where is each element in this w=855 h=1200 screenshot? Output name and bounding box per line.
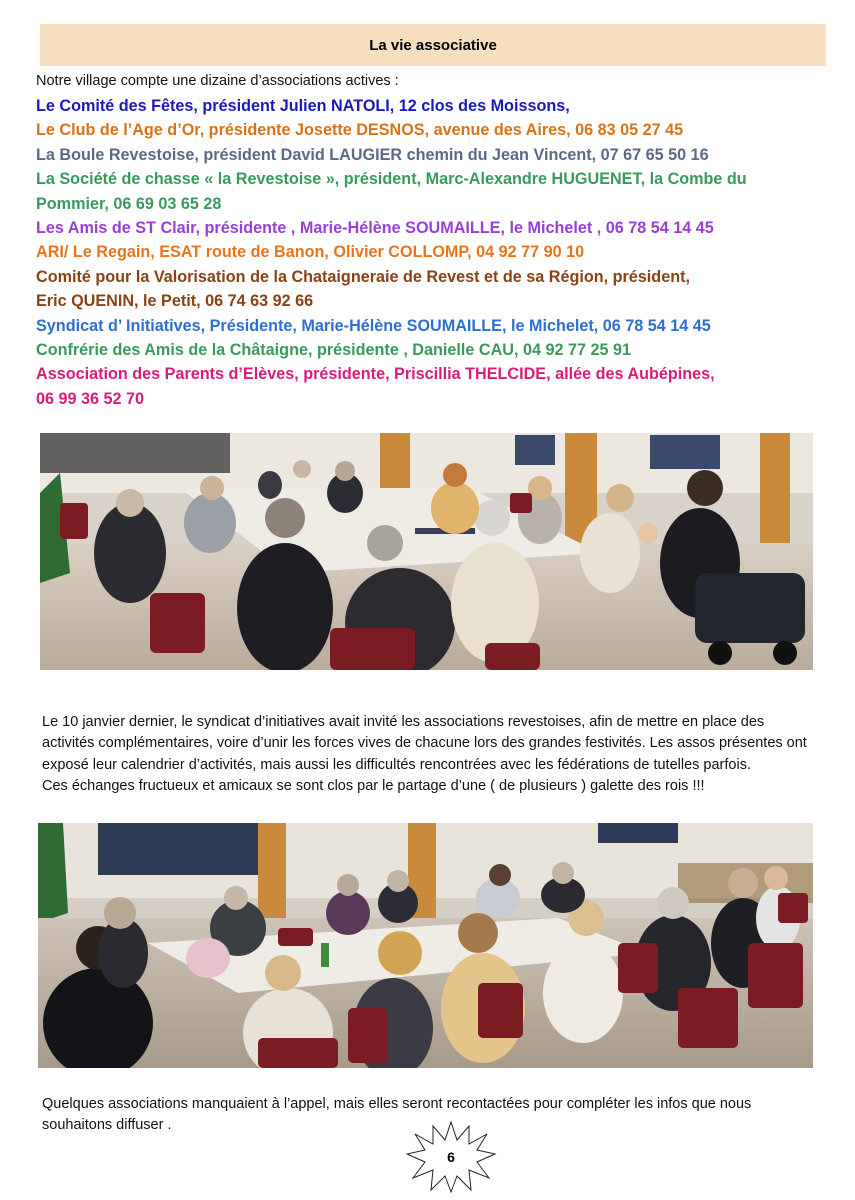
section-title-banner bbox=[40, 24, 826, 66]
closing-note: Quelques associations manquaient à l’appel, mais elles seront recontactées pour compléter les infos que nous souhaitons diffuser . bbox=[42, 1096, 752, 1133]
association-entry-line: La Société de chasse « la Revestoise », président, Marc-Alexandre HUGUENET, la Combe du bbox=[36, 170, 747, 189]
article-text bbox=[42, 712, 817, 797]
association-entry-line: Comité pour la Valorisation de la Chataigneraie de Revest et de sa Région, président, bbox=[36, 267, 690, 286]
association-entry bbox=[36, 338, 826, 362]
page-title: La vie associative bbox=[369, 36, 497, 54]
association-entry bbox=[36, 265, 826, 314]
association-entry-line: Le Comité des Fêtes, président Julien NATOLI, 12 clos des Moissons, bbox=[36, 97, 570, 115]
page-number: 6 bbox=[447, 1149, 455, 1165]
intro-text: Notre village compte une dizaine d’associations actives : bbox=[36, 73, 399, 89]
association-entry-line: 06 99 36 52 70 bbox=[36, 389, 145, 408]
association-entry-line: La Boule Revestoise, président David LAUGIER chemin du Jean Vincent, 07 67 65 50 16 bbox=[36, 145, 709, 164]
article-paragraph: Le 10 janvier dernier, le syndicat d’initiatives avait invité les associations revestoises, afin de mettre en place des activités complémentaires, voire d’unir les forces vives de chacune lors des grandes festivités. Les assos présentes ont exposé leur calendrier d’activités, mais aussi les difficultés rencontrées avec les fédérations de tutelles parfois. bbox=[42, 714, 807, 773]
meeting-photo-1 bbox=[40, 433, 813, 670]
association-entry-line: Eric QUENIN, le Petit, 06 74 63 92 66 bbox=[36, 292, 314, 311]
association-entry-line: Pommier, 06 69 03 65 28 bbox=[36, 194, 222, 213]
association-entry bbox=[36, 94, 826, 118]
association-entry-line: Le Club de l’Age d’Or, présidente Josette DESNOS, avenue des Aires, 06 83 05 27 45 bbox=[36, 121, 684, 140]
association-entry-line: ARI/ Le Regain, ESAT route de Banon, Olivier COLLOMP, 04 92 77 90 10 bbox=[36, 243, 585, 262]
meeting-photo-2-image bbox=[38, 823, 813, 1068]
association-entry-line: Les Amis de ST Clair, présidente , Marie-Hélène SOUMAILLE, le Michelet , 06 78 54 14 45 bbox=[36, 219, 714, 238]
association-entry-line: Confrérie des Amis de la Châtaigne, présidente , Danielle CAU, 04 92 77 25 91 bbox=[36, 341, 631, 360]
meeting-photo-1-image bbox=[40, 433, 813, 670]
meeting-photo-2 bbox=[38, 823, 813, 1068]
associations-list bbox=[36, 94, 826, 411]
association-entry bbox=[36, 240, 826, 264]
association-entry-line: Association des Parents d’Elèves, présidente, Priscillia THELCIDE, allée des Aubépines, bbox=[36, 365, 715, 384]
association-entry bbox=[36, 362, 826, 411]
association-entry bbox=[36, 143, 826, 167]
association-entry bbox=[36, 216, 826, 240]
association-entry bbox=[36, 167, 826, 216]
article-closing-line: Ces échanges fructueux et amicaux se sont clos par le partage d’une ( de plusieurs ) galette des rois !!! bbox=[42, 777, 705, 794]
association-entry-line: Syndicat d’ Initiatives, Présidente, Marie-Hélène SOUMAILLE, le Michelet, 06 78 54 14 45 bbox=[36, 316, 711, 335]
association-entry bbox=[36, 118, 826, 142]
association-entry bbox=[36, 314, 826, 338]
